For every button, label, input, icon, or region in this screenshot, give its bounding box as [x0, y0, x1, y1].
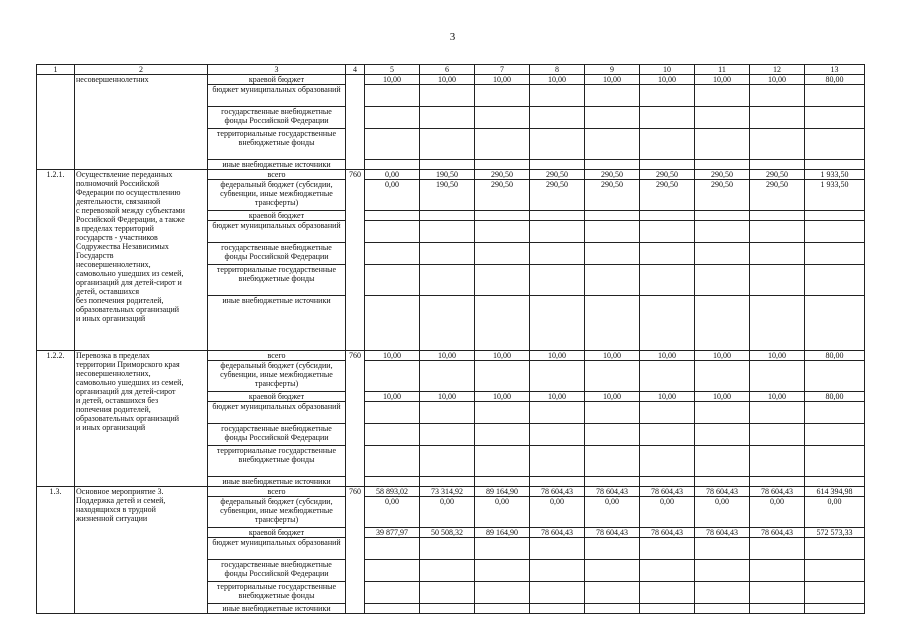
empty-cell — [365, 402, 420, 424]
empty-cell — [640, 361, 695, 392]
empty-cell — [585, 402, 640, 424]
empty-cell — [805, 604, 865, 614]
source-state_funds: государственные внебюджетные фонды Российской Федерации — [208, 560, 346, 582]
empty-cell — [365, 221, 420, 243]
empty-cell — [640, 296, 695, 351]
empty-cell — [420, 107, 475, 129]
column-number-10: 10 — [640, 65, 695, 75]
empty-cell — [585, 477, 640, 487]
value-cell: 190,50 — [420, 170, 475, 180]
value-cell: 10,00 — [530, 392, 585, 402]
empty-cell — [750, 243, 805, 265]
value-cell: 78 604,43 — [750, 528, 805, 538]
empty-cell — [585, 107, 640, 129]
value-cell: 10,00 — [475, 392, 530, 402]
empty-cell — [805, 265, 865, 296]
empty-cell — [530, 446, 585, 477]
empty-cell — [805, 296, 865, 351]
empty-cell — [475, 560, 530, 582]
value-cell: 89 164,90 — [475, 487, 530, 497]
empty-cell — [420, 160, 475, 170]
empty-cell — [530, 296, 585, 351]
source-other: иные внебюджетные источники — [208, 296, 346, 351]
empty-cell — [750, 129, 805, 160]
empty-cell — [695, 538, 750, 560]
empty-cell — [695, 560, 750, 582]
empty-cell — [585, 538, 640, 560]
empty-cell — [365, 211, 420, 221]
empty-cell — [365, 85, 420, 107]
empty-cell — [530, 160, 585, 170]
source-municipal: бюджет муниципальных образований — [208, 221, 346, 243]
value-cell: 80,00 — [805, 392, 865, 402]
grbs-code: 760 — [346, 170, 365, 351]
empty-cell — [475, 160, 530, 170]
value-cell: 290,50 — [695, 170, 750, 180]
source-state_funds: государственные внебюджетные фонды Российской Федерации — [208, 243, 346, 265]
page-number: 3 — [449, 31, 456, 43]
source-other: иные внебюджетные источники — [208, 160, 346, 170]
empty-cell — [530, 265, 585, 296]
value-cell: 58 893,02 — [365, 487, 420, 497]
value-cell: 78 604,43 — [750, 487, 805, 497]
empty-cell — [750, 160, 805, 170]
value-cell: 0,00 — [805, 497, 865, 528]
empty-cell — [365, 582, 420, 604]
empty-cell — [365, 424, 420, 446]
empty-cell — [805, 477, 865, 487]
value-cell: 10,00 — [585, 75, 640, 85]
value-cell: 190,50 — [420, 180, 475, 211]
value-cell: 10,00 — [585, 392, 640, 402]
empty-cell — [805, 107, 865, 129]
empty-cell — [530, 107, 585, 129]
value-cell: 78 604,43 — [695, 487, 750, 497]
empty-cell — [750, 107, 805, 129]
empty-cell — [695, 265, 750, 296]
empty-cell — [365, 538, 420, 560]
empty-cell — [750, 361, 805, 392]
value-cell: 78 604,43 — [640, 528, 695, 538]
value-cell: 290,50 — [750, 180, 805, 211]
value-cell: 290,50 — [475, 180, 530, 211]
grbs-code: 760 — [346, 351, 365, 487]
value-cell: 10,00 — [420, 75, 475, 85]
empty-cell — [805, 85, 865, 107]
empty-cell — [695, 604, 750, 614]
empty-cell — [420, 424, 475, 446]
empty-cell — [640, 477, 695, 487]
value-cell: 290,50 — [640, 170, 695, 180]
value-cell: 290,50 — [475, 170, 530, 180]
empty-cell — [805, 424, 865, 446]
empty-cell — [805, 446, 865, 477]
source-other: иные внебюджетные источники — [208, 477, 346, 487]
column-number-9: 9 — [585, 65, 640, 75]
empty-cell — [695, 85, 750, 107]
empty-cell — [695, 296, 750, 351]
empty-cell — [750, 560, 805, 582]
value-cell: 10,00 — [530, 351, 585, 361]
empty-cell — [750, 446, 805, 477]
empty-cell — [640, 604, 695, 614]
value-cell: 1 933,50 — [805, 170, 865, 180]
value-cell: 10,00 — [475, 75, 530, 85]
empty-cell — [530, 211, 585, 221]
empty-cell — [585, 129, 640, 160]
empty-cell — [365, 477, 420, 487]
empty-cell — [530, 582, 585, 604]
empty-cell — [420, 129, 475, 160]
value-cell: 0,00 — [420, 497, 475, 528]
empty-cell — [420, 85, 475, 107]
empty-cell — [750, 211, 805, 221]
empty-cell — [750, 402, 805, 424]
empty-cell — [420, 361, 475, 392]
empty-cell — [695, 361, 750, 392]
column-number-11: 11 — [695, 65, 750, 75]
empty-cell — [530, 477, 585, 487]
source-territorial_funds: территориальные государственные внебюджетные фонды — [208, 265, 346, 296]
source-municipal: бюджет муниципальных образований — [208, 85, 346, 107]
column-number-8: 8 — [530, 65, 585, 75]
empty-cell — [750, 604, 805, 614]
source-federal: федеральный бюджет (субсидии, субвенции, иные межбюджетные трансферты) — [208, 361, 346, 392]
value-cell: 80,00 — [805, 75, 865, 85]
empty-cell — [365, 361, 420, 392]
empty-cell — [640, 402, 695, 424]
empty-cell — [530, 538, 585, 560]
source-federal: федеральный бюджет (субсидии, субвенции, иные межбюджетные трансферты) — [208, 180, 346, 211]
empty-cell — [805, 211, 865, 221]
empty-cell — [695, 129, 750, 160]
empty-cell — [365, 604, 420, 614]
source-total: всего — [208, 351, 346, 361]
source-state_funds: государственные внебюджетные фонды Российской Федерации — [208, 424, 346, 446]
empty-cell — [585, 560, 640, 582]
empty-cell — [475, 129, 530, 160]
empty-cell — [475, 538, 530, 560]
empty-cell — [475, 221, 530, 243]
empty-cell — [530, 361, 585, 392]
empty-cell — [750, 296, 805, 351]
empty-cell — [805, 243, 865, 265]
empty-cell — [805, 160, 865, 170]
column-number-2: 2 — [75, 65, 208, 75]
empty-cell — [750, 424, 805, 446]
column-number-3: 3 — [208, 65, 346, 75]
empty-cell — [640, 265, 695, 296]
source-regional: краевой бюджет — [208, 528, 346, 538]
value-cell: 10,00 — [530, 75, 585, 85]
value-cell: 10,00 — [750, 351, 805, 361]
source-total: всего — [208, 487, 346, 497]
value-cell: 290,50 — [695, 180, 750, 211]
empty-cell — [420, 265, 475, 296]
empty-cell — [475, 361, 530, 392]
item-name: Основное мероприятие 3. Поддержка детей и семей, находящихся в трудной жизненной ситуации — [75, 487, 208, 614]
value-cell: 1 933,50 — [805, 180, 865, 211]
column-number-13: 13 — [805, 65, 865, 75]
empty-cell — [640, 211, 695, 221]
value-cell: 290,50 — [750, 170, 805, 180]
value-cell: 78 604,43 — [530, 528, 585, 538]
source-federal: федеральный бюджет (субсидии, субвенции, иные межбюджетные трансферты) — [208, 497, 346, 528]
value-cell: 0,00 — [365, 497, 420, 528]
column-number-4: 4 — [346, 65, 365, 75]
value-cell: 10,00 — [420, 351, 475, 361]
value-cell: 10,00 — [475, 351, 530, 361]
source-total: всего — [208, 170, 346, 180]
empty-cell — [585, 604, 640, 614]
value-cell: 10,00 — [585, 351, 640, 361]
empty-cell — [640, 446, 695, 477]
item-name: Перевозка в пределах территории Приморского края несовершеннолетних, самовольно ушедших из семей, организаций для детей-сирот и детей, оставшихся без попечения родителей, образовательных организаций и иных организаций — [75, 351, 208, 487]
empty-cell — [585, 296, 640, 351]
value-cell: 78 604,43 — [585, 487, 640, 497]
grbs-code-empty — [346, 75, 365, 170]
empty-cell — [475, 85, 530, 107]
column-number-1: 1 — [37, 65, 75, 75]
value-cell: 10,00 — [365, 351, 420, 361]
empty-cell — [365, 129, 420, 160]
empty-cell — [475, 402, 530, 424]
empty-cell — [420, 560, 475, 582]
empty-cell — [530, 424, 585, 446]
empty-cell — [695, 477, 750, 487]
empty-cell — [640, 221, 695, 243]
empty-cell — [695, 582, 750, 604]
empty-cell — [530, 604, 585, 614]
empty-cell — [365, 107, 420, 129]
empty-cell — [640, 424, 695, 446]
empty-cell — [640, 107, 695, 129]
empty-cell — [475, 446, 530, 477]
source-territorial_funds: территориальные государственные внебюджетные фонды — [208, 129, 346, 160]
empty-cell — [695, 446, 750, 477]
grbs-code: 760 — [346, 487, 365, 614]
value-cell: 290,50 — [530, 170, 585, 180]
value-cell: 78 604,43 — [640, 487, 695, 497]
empty-cell — [695, 211, 750, 221]
table-row — [37, 170, 865, 180]
empty-cell — [585, 211, 640, 221]
value-cell: 10,00 — [695, 351, 750, 361]
empty-cell — [475, 582, 530, 604]
empty-cell — [805, 402, 865, 424]
empty-cell — [750, 538, 805, 560]
value-cell: 10,00 — [365, 75, 420, 85]
value-cell: 10,00 — [365, 392, 420, 402]
value-cell: 39 877,97 — [365, 528, 420, 538]
empty-cell — [585, 424, 640, 446]
value-cell: 0,00 — [750, 497, 805, 528]
item-name: Осуществление переданных полномочий Российской Федерации по осуществлению деятельности, связанной с перевозкой между субъектами Российской Федерации, а также в пределах территорий государств - участников Содружества Независимых Государств несовершеннолетних, самовольно ушедших из семей, организаций для детей-сирот и детей, оставшихся без попечения родителей, образовательных организаций и иных организаций — [75, 170, 208, 351]
table-row — [37, 487, 865, 497]
empty-cell — [530, 85, 585, 107]
empty-cell — [475, 211, 530, 221]
value-cell: 290,50 — [530, 180, 585, 211]
value-cell: 78 604,43 — [695, 528, 750, 538]
value-cell: 0,00 — [365, 170, 420, 180]
empty-cell — [475, 296, 530, 351]
value-cell: 89 164,90 — [475, 528, 530, 538]
source-other: иные внебюджетные источники — [208, 604, 346, 614]
budget-table — [36, 64, 865, 614]
empty-cell — [585, 361, 640, 392]
value-cell: 0,00 — [640, 497, 695, 528]
empty-cell — [475, 265, 530, 296]
source-regional: краевой бюджет — [208, 392, 346, 402]
table-body — [37, 65, 865, 614]
empty-cell — [750, 85, 805, 107]
empty-cell — [420, 296, 475, 351]
empty-cell — [530, 243, 585, 265]
empty-cell — [640, 582, 695, 604]
empty-cell — [695, 107, 750, 129]
empty-cell — [695, 160, 750, 170]
empty-cell — [365, 560, 420, 582]
empty-cell — [695, 402, 750, 424]
value-cell: 290,50 — [640, 180, 695, 211]
table-row — [37, 75, 865, 85]
column-number-12: 12 — [750, 65, 805, 75]
value-cell: 10,00 — [640, 351, 695, 361]
source-regional: краевой бюджет — [208, 75, 346, 85]
empty-cell — [475, 424, 530, 446]
empty-cell — [585, 160, 640, 170]
source-state_funds: государственные внебюджетные фонды Российской Федерации — [208, 107, 346, 129]
empty-cell — [420, 211, 475, 221]
empty-cell — [640, 560, 695, 582]
value-cell: 73 314,92 — [420, 487, 475, 497]
value-cell: 10,00 — [695, 392, 750, 402]
empty-cell — [585, 243, 640, 265]
value-cell: 0,00 — [695, 497, 750, 528]
value-cell: 10,00 — [420, 392, 475, 402]
empty-cell — [585, 446, 640, 477]
empty-cell — [750, 582, 805, 604]
empty-cell — [420, 221, 475, 243]
empty-cell — [805, 361, 865, 392]
empty-cell — [805, 538, 865, 560]
empty-cell — [420, 477, 475, 487]
item-code-empty — [37, 75, 75, 170]
value-cell: 10,00 — [640, 75, 695, 85]
empty-cell — [420, 604, 475, 614]
empty-cell — [530, 221, 585, 243]
value-cell: 290,50 — [585, 180, 640, 211]
empty-cell — [365, 243, 420, 265]
value-cell: 0,00 — [530, 497, 585, 528]
empty-cell — [585, 221, 640, 243]
empty-cell — [475, 107, 530, 129]
source-regional: краевой бюджет — [208, 211, 346, 221]
empty-cell — [805, 129, 865, 160]
empty-cell — [750, 221, 805, 243]
value-cell: 0,00 — [585, 497, 640, 528]
empty-cell — [420, 582, 475, 604]
value-cell: 10,00 — [750, 75, 805, 85]
empty-cell — [475, 604, 530, 614]
empty-cell — [530, 560, 585, 582]
empty-cell — [750, 265, 805, 296]
empty-cell — [365, 446, 420, 477]
empty-cell — [365, 265, 420, 296]
empty-cell — [530, 402, 585, 424]
value-cell: 0,00 — [365, 180, 420, 211]
empty-cell — [585, 582, 640, 604]
source-territorial_funds: территориальные государственные внебюджетные фонды — [208, 446, 346, 477]
empty-cell — [475, 477, 530, 487]
source-municipal: бюджет муниципальных образований — [208, 538, 346, 560]
empty-cell — [750, 477, 805, 487]
empty-cell — [420, 446, 475, 477]
empty-cell — [365, 160, 420, 170]
item-name: несовершеннолетних — [75, 75, 208, 170]
empty-cell — [640, 85, 695, 107]
item-code: 1.3. — [37, 487, 75, 614]
empty-cell — [640, 538, 695, 560]
value-cell: 10,00 — [695, 75, 750, 85]
empty-cell — [585, 265, 640, 296]
value-cell: 572 573,33 — [805, 528, 865, 538]
value-cell: 50 508,32 — [420, 528, 475, 538]
empty-cell — [365, 296, 420, 351]
value-cell: 290,50 — [585, 170, 640, 180]
source-territorial_funds: территориальные государственные внебюджетные фонды — [208, 582, 346, 604]
source-municipal: бюджет муниципальных образований — [208, 402, 346, 424]
empty-cell — [475, 243, 530, 265]
value-cell: 10,00 — [750, 392, 805, 402]
value-cell: 614 394,98 — [805, 487, 865, 497]
value-cell: 78 604,43 — [530, 487, 585, 497]
empty-cell — [640, 129, 695, 160]
empty-cell — [695, 243, 750, 265]
header-row — [37, 65, 865, 75]
empty-cell — [420, 538, 475, 560]
empty-cell — [420, 402, 475, 424]
value-cell: 10,00 — [640, 392, 695, 402]
value-cell: 0,00 — [475, 497, 530, 528]
empty-cell — [695, 424, 750, 446]
item-code: 1.2.2. — [37, 351, 75, 487]
empty-cell — [805, 560, 865, 582]
empty-cell — [640, 160, 695, 170]
empty-cell — [640, 243, 695, 265]
empty-cell — [530, 129, 585, 160]
empty-cell — [420, 243, 475, 265]
column-number-6: 6 — [420, 65, 475, 75]
empty-cell — [585, 85, 640, 107]
empty-cell — [805, 221, 865, 243]
value-cell: 78 604,43 — [585, 528, 640, 538]
empty-cell — [805, 582, 865, 604]
value-cell: 80,00 — [805, 351, 865, 361]
item-code: 1.2.1. — [37, 170, 75, 351]
empty-cell — [695, 221, 750, 243]
column-number-7: 7 — [475, 65, 530, 75]
column-number-5: 5 — [365, 65, 420, 75]
table-row — [37, 351, 865, 361]
